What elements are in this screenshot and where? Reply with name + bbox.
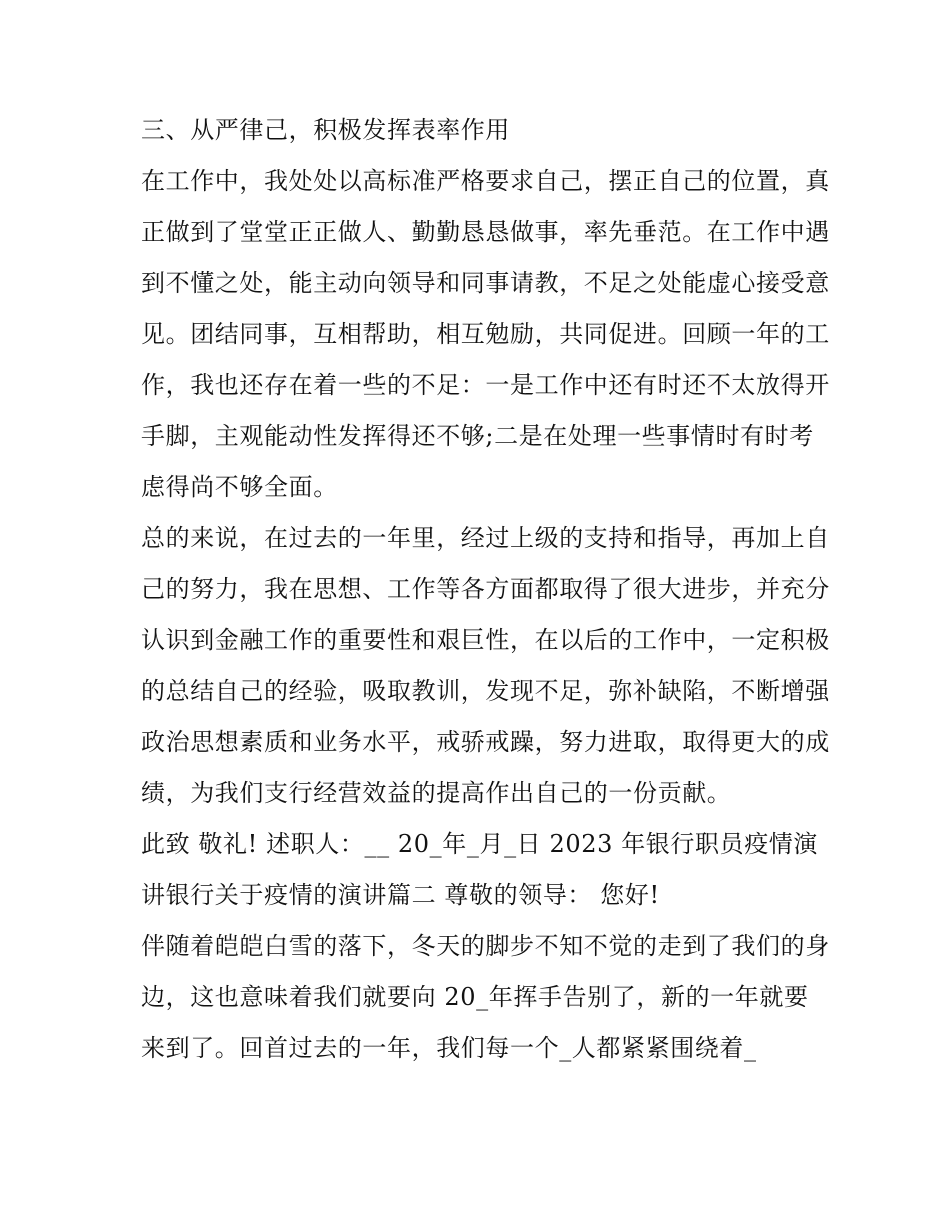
section-heading: 三、从严律己，积极发挥表率作用	[141, 116, 510, 144]
paragraph-work-attitude: 在工作中，我处处以高标准严格要求自己，摆正自己的位置，真正做到了堂堂正正做人、勤勤恳恳做事，率先垂范。在工作中遇到不懂之处，能主动向领导和同事请教，不足之处能虚心接受意见。团结同事，互相帮助，相互勉励，共同促进。回顾一年的工作，我也还存在着一些的不足：一是工作中还有时还不太放得开手脚，主观能动性发挥得还不够;二是在处理一些事情时有时考虑得尚不够全面。	[141, 167, 830, 501]
document-body	[141, 105, 831, 1074]
paragraph-closing-and-title: 此致 敬礼! 述职人：__ 20_年_月_日 2023 年银行职员疫情演讲银行关于疫情的演讲篇二 尊敬的领导： 您好!	[141, 830, 819, 909]
paragraph-summary: 总的来说，在过去的一年里，经过上级的支持和指导，再加上自己的努力，我在思想、工作等各方面都取得了很大进步，并充分认识到金融工作的重要性和艰巨性，在以后的工作中，一定积极的总结自己的经验，吸取教训，发现不足，弥补缺陷，不断增强政治思想素质和业务水平，戒骄戒躁，努力进取，取得更大的成绩，为我们支行经营效益的提高作出自己的一份贡献。	[141, 524, 830, 807]
paragraph-speech-opening: 伴随着皑皑白雪的落下，冬天的脚步不知不觉的走到了我们的身边，这也意味着我们就要向 20_年挥手告别了，新的一年就要来到了。回首过去的一年，我们每一个_人都紧紧围绕着_	[141, 932, 830, 1062]
